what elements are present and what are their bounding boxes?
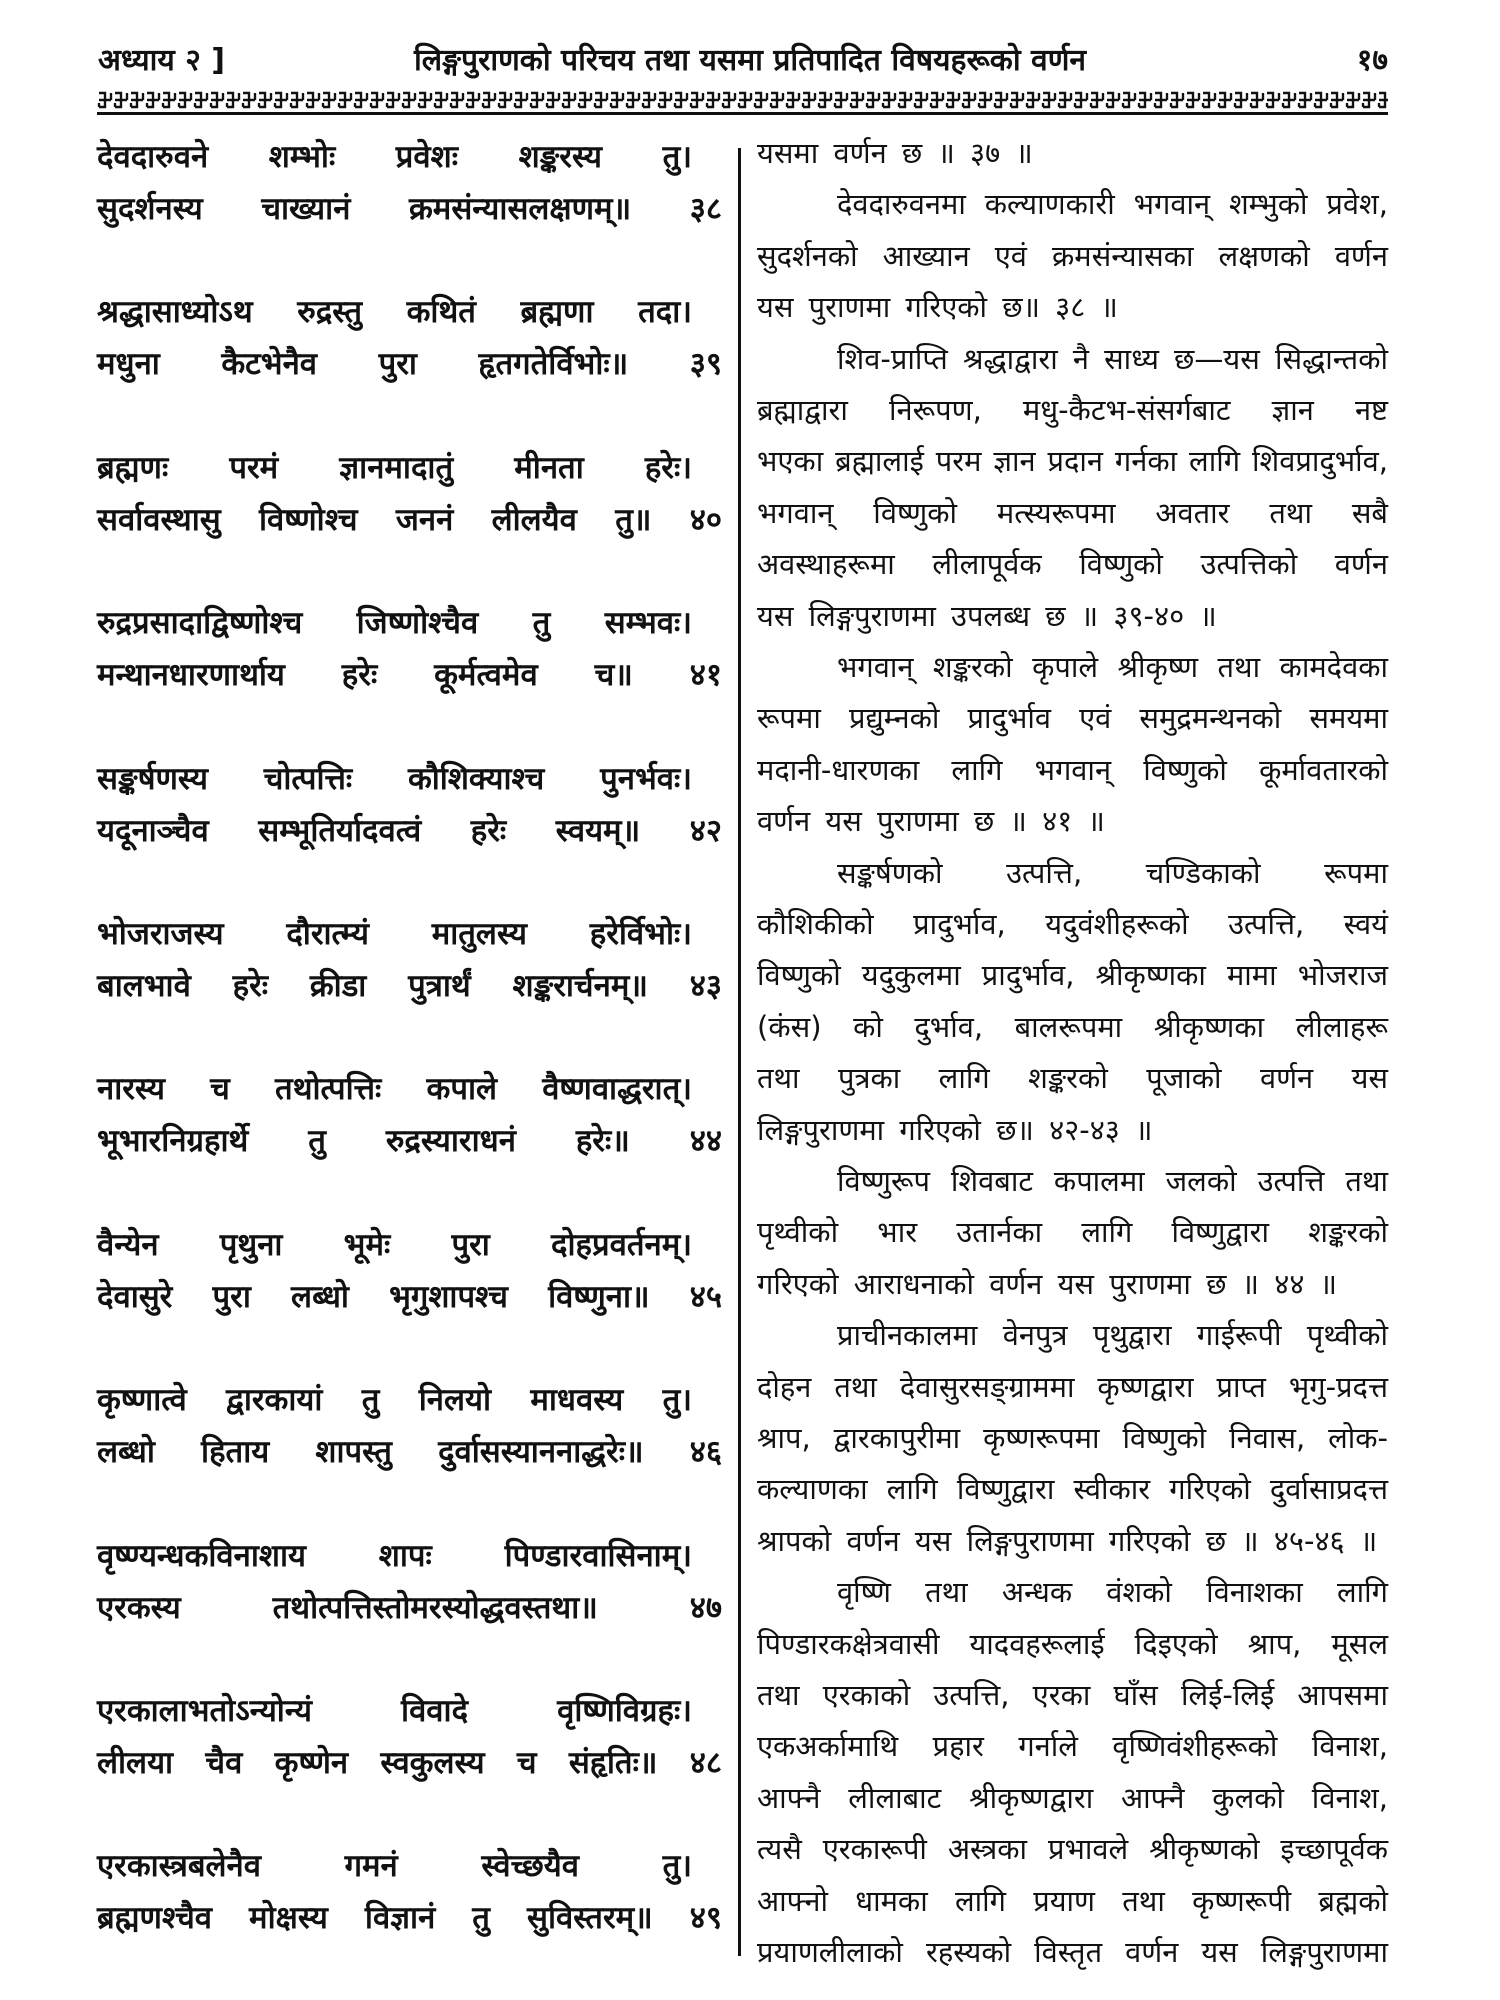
commentary-line: यस पुराणमा गरिएको छ॥ ३८ ॥ <box>757 290 1118 325</box>
commentary-line: सङ्कर्षणको उत्पत्ति, चण्डिकाको रूपमा <box>837 855 1388 890</box>
commentary-line: पृथ्वीको भार उतार्नका लागि विष्णुद्वारा शङ्करको <box>757 1215 1388 1250</box>
commentary-line: रूपमा प्रद्युम्नको प्रादुर्भाव एवं समुद्रमन्थनको समयमा <box>757 701 1388 736</box>
commentary-line: लिङ्गपुराणमा गरिएको छ॥ ४२-४३ ॥ <box>757 1112 1153 1147</box>
commentary-line: आफ्नो धामका लागि प्रयाण तथा कृष्णरूपी ब्रह्मको <box>757 1883 1388 1918</box>
commentary-line: अवस्थाहरूमा लीलापूर्वक विष्णुको उत्पत्तिको वर्णन <box>757 547 1388 582</box>
commentary-line: देवदारुवनमा कल्याणकारी भगवान् शम्भुको प्रवेश, <box>837 187 1388 222</box>
verse-line-first-half: श्रद्धासाध्योऽथ रुद्रस्तु कथितं ब्रह्मणा तदा। <box>97 294 692 331</box>
verse-line-second-half: बालभावे हरेः क्रीडा पुत्रार्थं शङ्करार्चनम्॥ ४३ <box>97 968 722 1004</box>
commentary-line: यस लिङ्गपुराणमा उपलब्ध छ ॥ ३९-४० ॥ <box>757 598 1217 633</box>
chapter-label: अध्याय २ ] <box>98 43 225 78</box>
commentary-line: सुदर्शनको आख्यान एवं क्रमसंन्यासका लक्षणको वर्णन <box>757 238 1388 273</box>
commentary-line: आफ्नै लीलाबाट श्रीकृष्णद्वारा आफ्नै कुलको विनाश, <box>757 1780 1388 1815</box>
verse-line-second-half: ब्रह्मणश्चैव मोक्षस्य विज्ञानं तु सुविस्तरम्॥ ४९ <box>97 1900 722 1937</box>
commentary-line: मदानी-धारणका लागि भगवान् विष्णुको कूर्मावतारको <box>757 752 1388 787</box>
commentary-line: त्यसै एरकारूपी अस्त्रका प्रभावले श्रीकृष्णको इच्छापूर्वक <box>757 1832 1388 1867</box>
verse-line-first-half: वैन्येन पृथुना भूमेः पुरा दोहप्रवर्तनम्। <box>97 1226 692 1263</box>
verse-line-first-half: भोजराजस्य दौरात्म्यं मातुलस्य हरेर्विभोः। <box>97 916 692 952</box>
verse-line-second-half: लीलया चैव कृष्णेन स्वकुलस्य च संहृतिः॥ ४८ <box>97 1745 722 1781</box>
verse-line-first-half: वृष्ण्यन्धकविनाशाय शापः पिण्डारवासिनाम्। <box>97 1537 692 1574</box>
commentary-line: प्रयाणलीलाको रहस्यको विस्तृत वर्णन यस लिङ्गपुराणमा <box>757 1935 1388 1969</box>
verse-line-first-half: एरकास्त्रबलेनैव गमनं स्वेच्छयैव तु। <box>97 1848 692 1885</box>
commentary-line: कल्याणका लागि विष्णुद्वारा स्वीकार गरिएको दुर्वासाप्रदत्त <box>757 1472 1388 1507</box>
commentary-line: श्रापको वर्णन यस लिङ्गपुराणमा गरिएको छ ॥ ४५-४६ ॥ <box>757 1523 1378 1558</box>
verse-line-second-half: भूभारनिग्रहार्थे तु रुद्रस्याराधनं हरेः॥ ४४ <box>97 1123 722 1160</box>
verse-line-second-half: एरकस्य तथोत्पत्तिस्तोमरस्योद्धवस्तथा॥ ४७ <box>97 1589 722 1626</box>
commentary-line: वर्णन यस पुराणमा छ ॥ ४१ ॥ <box>757 804 1105 839</box>
commentary-line: पिण्डारकक्षेत्रवासी यादवहरूलाई दिइएको श्राप, मूसल <box>757 1626 1388 1661</box>
commentary-line: विष्णुरूप शिवबाट कपालमा जलको उत्पत्ति तथा <box>837 1164 1388 1198</box>
commentary-line: विष्णुको यदुकुलमा प्रादुर्भाव, श्रीकृष्णका मामा भोजराज <box>757 958 1388 993</box>
verse-line-second-half: सर्वावस्थासु विष्णोश्च जननं लीलयैव तु॥ ४० <box>97 501 722 538</box>
verse-line-first-half: सङ्कर्षणस्य चोत्पत्तिः कौशिक्याश्च पुनर्भवः। <box>97 760 692 797</box>
commentary-line: ब्रह्माद्वारा निरूपण, मधु-कैटभ-संसर्गबाट ज्ञान नष्ट <box>757 393 1388 427</box>
verse-line-second-half: मधुना कैटभेनैव पुरा हृतगतेर्विभोः॥ ३९ <box>97 346 722 383</box>
verse-line-second-half: देवासुरे पुरा लब्धो भृगुशापश्च विष्णुना॥ ४५ <box>97 1278 722 1315</box>
commentary-line: कौशिकीको प्रादुर्भाव, यदुवंशीहरूको उत्पत्ति, स्वयं <box>757 907 1388 941</box>
verse-line-second-half: लब्धो हिताय शापस्तु दुर्वासस्याननाद्धरेः॥ ४६ <box>97 1434 722 1471</box>
commentary-line: तथा एरकाको उत्पत्ति, एरका घाँस लिई-लिई आपसमा <box>757 1678 1388 1712</box>
column-divider <box>738 148 741 1956</box>
ornamental-border <box>97 90 1388 110</box>
verse-line-second-half: मन्थानधारणार्थाय हरेः कूर्मत्वमेव च॥ ४१ <box>97 657 722 694</box>
commentary-line: यसमा वर्णन छ ॥ ३७ ॥ <box>757 136 1033 170</box>
commentary-line: एकअर्कामाथि प्रहार गर्नाले वृष्णिवंशीहरूको विनाश, <box>757 1729 1388 1764</box>
commentary-line: गरिएको आराधनाको वर्णन यस पुराणमा छ ॥ ४४ ॥ <box>757 1266 1338 1301</box>
verse-line-first-half: ब्रह्मणः परमं ज्ञानमादातुं मीनता हरेः। <box>97 449 692 486</box>
verse-line-first-half: कृष्णात्वे द्वारकायां तु निलयो माधवस्य तु। <box>97 1382 692 1419</box>
verse-line-first-half: देवदारुवने शम्भोः प्रवेशः शङ्करस्य तु। <box>97 139 692 175</box>
commentary-line: भएका ब्रह्मालाई परम ज्ञान प्रदान गर्नका लागि शिवप्रादुर्भाव, <box>757 444 1388 479</box>
commentary-line: श्राप, द्वारकापुरीमा कृष्णरूपमा विष्णुको निवास, लोक- <box>757 1421 1388 1455</box>
verse-line-first-half: रुद्रप्रसादाद्विष्णोश्च जिष्णोश्चैव तु सम्भवः। <box>97 605 692 642</box>
verse-line-second-half: यदूनाञ्चैव सम्भूतिर्यादवत्वं हरेः स्वयम्॥ ४२ <box>97 812 722 849</box>
commentary-line: भगवान् विष्णुको मत्स्यरूपमा अवतार तथा सबै <box>757 495 1388 530</box>
commentary-line: दोहन तथा देवासुरसङ्ग्राममा कृष्णद्वारा प्राप्त भृगु-प्रदत्त <box>757 1369 1388 1404</box>
commentary-line: प्राचीनकालमा वेनपुत्र पृथुद्वारा गाईरूपी पृथ्वीको <box>837 1318 1388 1353</box>
commentary-line: शिव-प्राप्ति श्रद्धाद्वारा नै साध्य छ—यस सिद्धान्तको <box>837 341 1388 376</box>
verse-line-first-half: नारस्य च तथोत्पत्तिः कपाले वैष्णवाद्धरात्। <box>97 1071 692 1108</box>
header-rule <box>97 112 1388 115</box>
commentary-line: (कंस) को दुर्भाव, बालरूपमा श्रीकृष्णका लीलाहरू <box>757 1009 1388 1044</box>
verse-line-second-half: सुदर्शनस्य चाख्यानं क्रमसंन्यासलक्षणम्॥ ३८ <box>97 191 722 227</box>
running-title: लिङ्गपुराणको परिचय तथा यसमा प्रतिपादित विषयहरूको वर्णन <box>413 43 1087 78</box>
verse-line-first-half: एरकालाभतोऽन्योन्यं विवादे वृष्णिविग्रहः। <box>97 1693 692 1729</box>
commentary-line: भगवान् शङ्करको कृपाले श्रीकृष्ण तथा कामदेवका <box>837 650 1388 684</box>
commentary-line: तथा पुत्रका लागि शङ्करको पूजाको वर्णन यस <box>757 1061 1388 1096</box>
page-number: १७ <box>1356 43 1388 78</box>
commentary-line: वृष्णि तथा अन्धक वंशको विनाशका लागि <box>837 1575 1388 1610</box>
